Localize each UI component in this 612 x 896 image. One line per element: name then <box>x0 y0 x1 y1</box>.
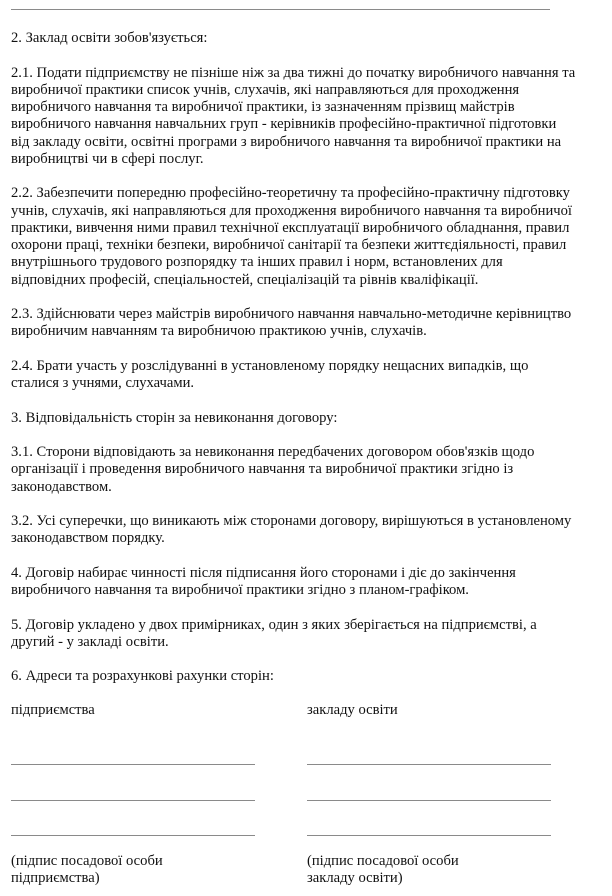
clause-2-1 <box>11 65 605 169</box>
clause-line: законодавством порядку. <box>11 530 165 547</box>
caption-line: (підпис посадової особи <box>11 853 163 869</box>
clause-line: внутрішнього трудового розпорядку та інших правил і норм, встановлених для <box>11 254 503 271</box>
clause-line: виробничим навчанням та виробничою практикою учнів, слухачів. <box>11 323 427 340</box>
clause-line: виробничого навчання та виробничої практики, із зазначенням прізвищ майстрів <box>11 99 515 115</box>
clause-line: від закладу освіти, освітні програми з виробничого навчання та виробничої практики на <box>11 133 562 150</box>
clause-line: 4. Договір набирає чинності після підписання його сторонами і діє до закінчення <box>11 564 516 581</box>
signature-blank-line <box>307 835 551 836</box>
clause-line: охорони праці, техніки безпеки, виробничої санітарії та безпеки життєдіяльності, правил <box>11 237 567 253</box>
section-6-title <box>11 668 605 685</box>
signature-caption <box>307 853 459 888</box>
clause-line: 2.2. Забезпечити попередню професійно-теоретичну та професійно-практичну підготовку <box>11 185 570 202</box>
clause-line: 2.3. Здійснювати через майстрів виробничого навчання навчально-методичне керівництво <box>11 306 572 322</box>
document-body <box>11 30 605 703</box>
signature-blank-line <box>307 764 551 765</box>
clause-line: другий - у закладі освіти. <box>11 633 169 650</box>
signature-blank-line <box>11 800 255 801</box>
clause-line: 2.4. Брати участь у розслідуванні в установленому порядку нещасних випадків, що <box>11 357 529 374</box>
clause-2-4 <box>11 358 605 393</box>
clause-line: практики, вивчення ними правил технічної експлуатації виробничого обладнання, правил <box>11 219 570 236</box>
clause-line: сталися з учнями, слухачами. <box>11 375 195 391</box>
party-heading: підприємства <box>11 702 95 718</box>
clause-line: відповідних професій, спеціальностей, спеціалізацій та рівнів кваліфікації. <box>11 271 479 288</box>
clause-3-1 <box>11 444 605 496</box>
clause-3-2 <box>11 513 605 548</box>
clause-line: виробничої практики список учнів, слухачів, які направляються для проходження <box>11 81 520 98</box>
section-5 <box>11 617 605 652</box>
clause-line: учнів, слухачів, які направляються для проходження виробничого навчання та виробничої <box>11 202 572 219</box>
clause-line: 3.1. Сторони відповідають за невиконання передбачених договором обов'язків щодо <box>11 444 535 460</box>
clause-2-3 <box>11 306 605 341</box>
signature-caption <box>11 853 163 888</box>
party-heading: закладу освіти <box>307 702 398 718</box>
section-3-title <box>11 410 605 427</box>
clause-line: організації і проведення виробничого навчання та виробничої практики згідно із <box>11 461 514 478</box>
clause-line: 2.1. Подати підприємству не пізніше ніж за два тижні до початку виробничого навчання та <box>11 64 576 81</box>
section-2-title <box>11 30 605 47</box>
signature-blank-line <box>307 800 551 801</box>
section-title-text: 3. Відповідальність сторін за невиконання договору: <box>11 409 338 426</box>
top-divider-line <box>11 9 550 10</box>
caption-line: (підпис посадової особи <box>307 853 459 869</box>
clause-line: виробничого навчання навчальних груп - керівників професійно-практичної підготовки <box>11 116 557 133</box>
clause-line: законодавством. <box>11 478 112 495</box>
clause-2-2 <box>11 185 605 289</box>
clause-line: 3.2. Усі суперечки, що виникають між сторонами договору, вирішуються в установленому <box>11 513 572 529</box>
clause-line: виробничого навчання та виробничої практики згідно з планом-графіком. <box>11 582 469 598</box>
clause-line: виробництві чи в сфері послуг. <box>11 150 204 167</box>
clause-line: 5. Договір укладено у двох примірниках, один з яких зберігається на підприємстві, а <box>11 616 537 633</box>
section-title-text: 2. Заклад освіти зобов'язується: <box>11 30 208 46</box>
caption-line: підприємства) <box>11 870 100 887</box>
section-title-text: 6. Адреси та розрахункові рахунки сторін: <box>11 668 274 685</box>
signature-blank-line <box>11 835 255 836</box>
signature-blank-line <box>11 764 255 765</box>
caption-line: закладу освіти) <box>307 870 403 887</box>
section-4 <box>11 565 605 600</box>
